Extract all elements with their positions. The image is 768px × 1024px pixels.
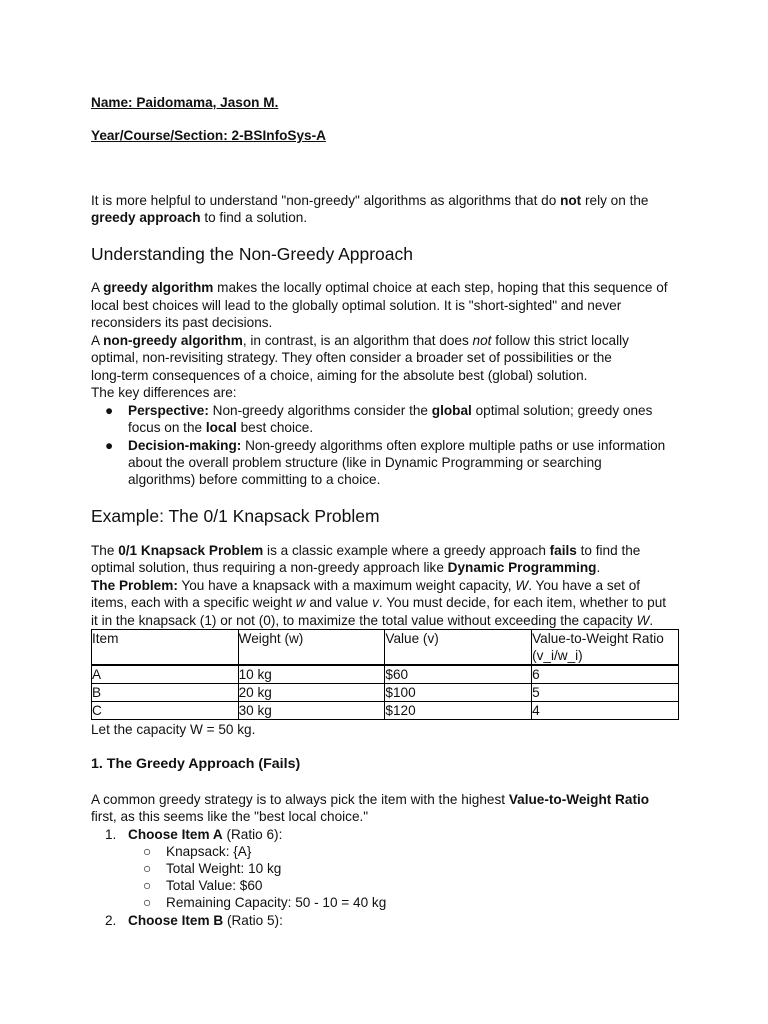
circle-bullet-icon: ○ (143, 895, 152, 910)
capacity-statement: Let the capacity W = 50 kg. (91, 722, 256, 737)
nongreedy-def-line-1: A non-greedy algorithm, in contrast, is an algorithm that does not follow this strict locally (91, 333, 629, 348)
table-row (92, 665, 679, 684)
problem-line-3: it in the knapsack (1) or not (0), to maximize the total value without exceeding the capacity W. (91, 613, 654, 628)
table-row (92, 684, 679, 702)
heading-greedy-fails: 1. The Greedy Approach (Fails) (91, 756, 301, 772)
problem-line-2: items, each with a specific weight w and value v. You must decide, for each item, whether to put (91, 595, 667, 610)
problem-line-1: The Problem: You have a knapsack with a maximum weight capacity, W. You have a set of (91, 578, 641, 593)
bullet-decision-line-2: about the overall problem structure (like in Dynamic Programming or searching (128, 455, 602, 470)
table-cell: 6 (532, 665, 679, 684)
bullet-perspective-line-1: Perspective: Non-greedy algorithms consider the global optimal solution; greedy ones (128, 403, 653, 418)
nongreedy-def-line-2: optimal, non-revisiting strategy. They often consider a broader set of possibilities or the (91, 350, 612, 365)
table-cell: A (92, 665, 239, 684)
bullet-decision-line-1: Decision-making: Non-greedy algorithms often explore multiple paths or use information (128, 438, 666, 453)
table-cell: C (92, 702, 239, 720)
intro-line-2: greedy approach to find a solution. (91, 210, 308, 225)
table-cell: $100 (385, 684, 532, 702)
table-row (92, 702, 679, 720)
greedy-def-line-1: A greedy algorithm makes the locally optimal choice at each step, hoping that this sequence of (91, 280, 668, 295)
table-cell: $120 (385, 702, 532, 720)
circle-bullet-icon: ○ (143, 878, 152, 893)
table-cell: 4 (532, 702, 679, 720)
sub-item: Knapsack: {A} (166, 844, 252, 859)
bullet-icon: ● (105, 403, 114, 418)
table-cell: 20 kg (238, 684, 385, 702)
greedy-def-line-3: reconsiders its past decisions. (91, 315, 273, 330)
intro-line-1: It is more helpful to understand "non-greedy" algorithms as algorithms that do not rely on the (91, 193, 649, 208)
bullet-icon: ● (105, 438, 114, 453)
sub-item: Remaining Capacity: 50 - 10 = 40 kg (166, 895, 387, 910)
bullet-perspective-line-2: focus on the local best choice. (128, 420, 314, 435)
sub-item: Total Value: $60 (166, 878, 263, 893)
step-number: 1. (105, 827, 117, 842)
greedy-def-line-2: local best choices will lead to the globally optimal solution. It is "short-sighted" and never (91, 298, 622, 313)
table-header-cell: Item (92, 630, 239, 666)
table-header-cell: Value-to-Weight Ratio (v_i/w_i) (532, 630, 679, 666)
step-choose-item-b: Choose Item B (Ratio 5): (128, 913, 283, 928)
table-cell: B (92, 684, 239, 702)
step-number: 2. (105, 913, 117, 928)
table-cell: 10 kg (238, 665, 385, 684)
heading-knapsack-example: Example: The 0/1 Knapsack Problem (91, 506, 380, 526)
step-choose-item-a: Choose Item A (Ratio 6): (128, 827, 283, 842)
year-course-section: Year/Course/Section: 2-BSInfoSys-A (91, 128, 326, 143)
greedy-strategy-line-1: A common greedy strategy is to always pick the item with the highest Value-to-Weight Ratio (91, 792, 650, 807)
sub-item: Total Weight: 10 kg (166, 861, 282, 876)
table-header-cell: Weight (w) (238, 630, 385, 666)
key-differences-intro: The key differences are: (91, 385, 237, 400)
circle-bullet-icon: ○ (143, 861, 152, 876)
knapsack-intro-line-1: The 0/1 Knapsack Problem is a classic example where a greedy approach fails to find the (91, 543, 641, 558)
nongreedy-def-line-3: long-term consequences of a choice, aiming for the absolute best (global) solution. (91, 368, 588, 383)
table-cell: 5 (532, 684, 679, 702)
greedy-strategy-line-2: first, as this seems like the "best local choice." (91, 809, 369, 824)
table-header-row (92, 630, 679, 666)
table-cell: $60 (385, 665, 532, 684)
heading-non-greedy-approach: Understanding the Non-Greedy Approach (91, 244, 414, 264)
circle-bullet-icon: ○ (143, 844, 152, 859)
student-name: Name: Paidomama, Jason M. (91, 95, 279, 110)
table-header-cell: Value (v) (385, 630, 532, 666)
table-cell: 30 kg (238, 702, 385, 720)
knapsack-items-table (91, 629, 679, 720)
bullet-decision-line-3: algorithms) before committing to a choice. (128, 472, 381, 487)
knapsack-intro-line-2: optimal solution, thus requiring a non-greedy approach like Dynamic Programming. (91, 560, 601, 575)
